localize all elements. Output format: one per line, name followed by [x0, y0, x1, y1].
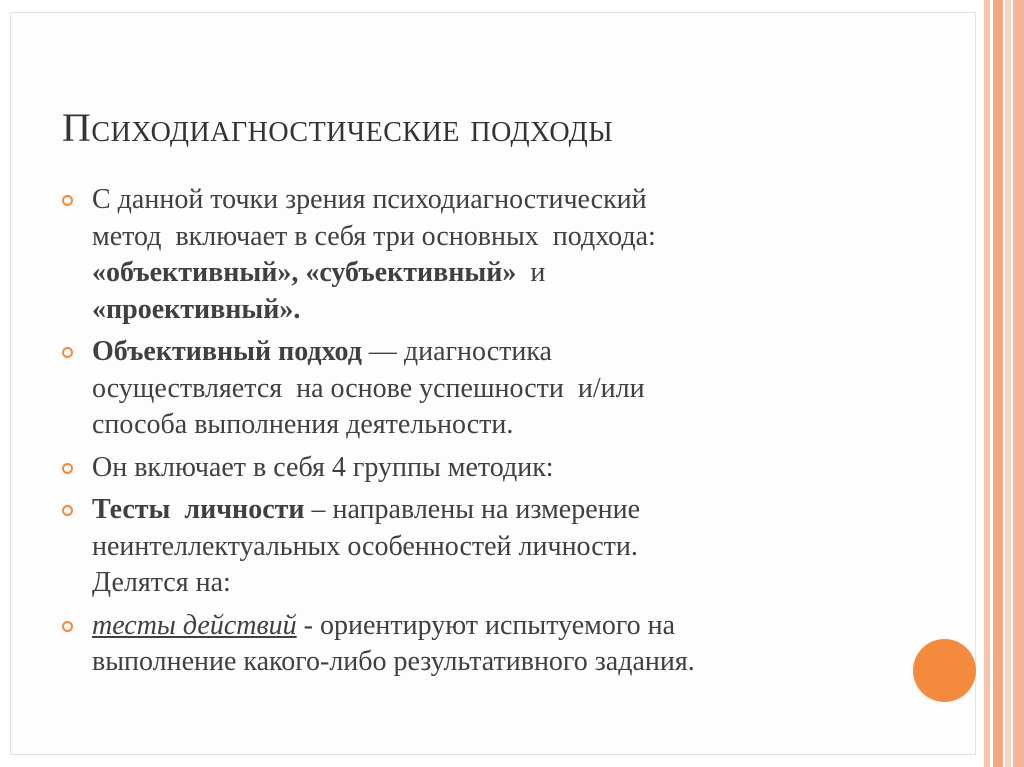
decor-stripe-2 — [993, 0, 1003, 767]
bullet-item — [62, 182, 862, 328]
bullet-text-segment: и — [530, 257, 546, 288]
bullet-icon — [62, 463, 73, 474]
bullet-item — [62, 492, 862, 602]
bullet-icon — [62, 621, 73, 632]
decor-stripe-1 — [984, 0, 990, 767]
bullet-text-segment: «проективный». — [92, 293, 301, 325]
decor-stripe-4 — [1013, 0, 1024, 767]
accent-circle — [913, 639, 976, 702]
bullet-text-segment: «объективный», «субъективный» — [92, 257, 517, 288]
bullet-item — [62, 334, 862, 444]
bullet-text-segment: – направлены на измерение неинтеллектуальных особенностей личности. Делятся на: — [92, 494, 641, 598]
bullet-text-segment: — диагностика осуществляется на основе успешности и/или способа выполнения деятельности. — [92, 336, 645, 440]
bullet-item — [62, 450, 862, 487]
bullet-text-segment: Тесты личности — [92, 494, 305, 525]
bullet-text-segment: - ориентируют испытуемого на выполнение какого-либо результативного задания. — [92, 609, 695, 677]
bullet-text — [92, 608, 862, 681]
bullet-text — [92, 492, 862, 602]
bullet-text — [92, 334, 862, 444]
bullet-text-segment: Объективный подход — [92, 336, 362, 367]
bullet-icon — [62, 505, 73, 516]
bullet-item — [62, 608, 862, 681]
bullet-list — [62, 182, 862, 687]
decor-stripe-3 — [1005, 0, 1011, 767]
slide-title: Психодиагностические подходы — [62, 105, 614, 150]
bullet-text — [92, 182, 862, 328]
bullet-text-segment: Он включает в себя 4 группы методик: — [92, 451, 554, 483]
bullet-icon — [62, 347, 73, 358]
bullet-icon — [62, 195, 73, 206]
bullet-text-segment: тесты действий — [92, 609, 297, 641]
bullet-text-segment: С данной точки зрения психодиагностический метод включает в себя три основных подхода: — [92, 184, 656, 252]
bullet-text — [92, 450, 862, 487]
